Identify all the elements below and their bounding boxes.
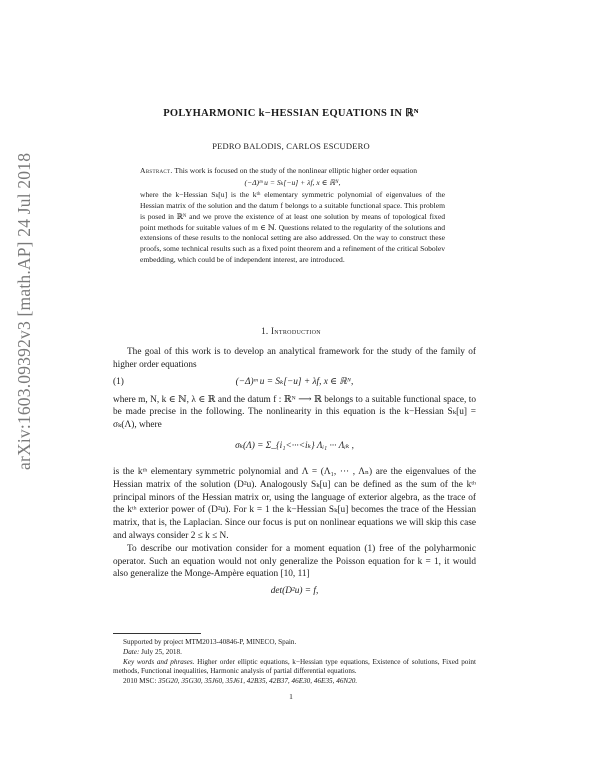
page-number: 1 (289, 692, 293, 701)
footnote-keywords-label: Key words and phrases. (123, 657, 195, 666)
equation-sigma: σₖ(Λ) = Σ_{i₁<···<iₖ} Λᵢ₁ ··· Λᵢₖ , (235, 440, 354, 451)
footnote-date-value: July 25, 2018. (141, 647, 182, 656)
abstract-text-body: where the k−Hessian Sₖ[u] is the kᵗʰ elementary symmetric polynomial of eigenvalues of the Hessian matrix of the solution and the datum f belongs to a suitable functional space. This problem is posed in ℝᴺ and we prove the existence of at least one solution by means of topological fixed point methods for suitable values of m ∈ ℕ. Questions related to the regularity of the solutions and extensions of these results to the nonlocal setting are also addressed. On the way to construct these proofs, some technical results such as a fixed point theorem and a refinement of the critical Sobolev embedding, which could be of independent interest, are introduced. (140, 189, 445, 265)
equation-1-content: (−Δ)ᵐ u = Sₖ[−u] + λf, x ∈ ℝᴺ, (235, 376, 354, 387)
footnote-date-label: Date: (123, 647, 140, 656)
body-text (113, 346, 476, 603)
arxiv-identifier-stamp: arXiv:1603.09392v3 [math.AP] 24 Jul 2018 (14, 152, 34, 470)
footnote-msc-label: 2010 MSC: (123, 677, 157, 686)
footnote-msc (113, 677, 476, 687)
paragraph-3: is the kᵗʰ elementary symmetric polynomial and Λ = (Λ₁, ··· , Λₙ) are the eigenvalues of the Hessian matrix of the solution (D²u). Analogously Sₖ[u] can be defined as the sum of the kᵗʰ principal minors of the Hessian matrix or, using the language of exterior algebra, as the trace of the kᵗʰ exterior power of (D²u). For k = 1 the k−Hessian Sₖ[u] becomes the trace of the Hessian matrix, that is, the Laplacian. Since our focus is put on nonlinear equations we will skip this case and always consider 2 ≤ k ≤ N. (113, 466, 476, 541)
abstract-equation: (−Δ)ᵐ u = Sₖ[−u] + λf, x ∈ ℝᴺ, (244, 177, 341, 187)
abstract-label: Abstract. (140, 166, 173, 175)
abstract-text-intro: This work is focused on the study of the nonlinear elliptic higher order equation (174, 166, 418, 175)
abstract (140, 166, 445, 266)
section-title: Introduction (270, 326, 321, 336)
footnotes (113, 638, 476, 687)
equation-1 (113, 372, 476, 394)
paragraph-4: To describe our motivation consider for a moment equation (1) free of the polyharmonic operator. Such an equation would not only generalize the Poisson equation for k = 1, it would also generalize the Monge-Ampère equation [10, 11] (113, 543, 476, 580)
footnote-support: Supported by project MTM2013-40846-P, MINECO, Spain. (123, 638, 297, 646)
footnote-keywords-value: Higher order elliptic equations, k−Hessian type equations, Existence of solutions, Fixed point methods, Functional inequalities, Harmonic analysis of partial differential equations. (113, 657, 476, 676)
section-heading (105, 326, 477, 336)
footnote-keywords (113, 658, 476, 678)
paper-title: POLYHARMONIC k−HESSIAN EQUATIONS IN ℝᴺ (163, 108, 419, 119)
footnote-date (113, 648, 476, 658)
section-number: 1. (261, 326, 269, 336)
equation-determinant: det(D²u) = f, (270, 586, 319, 597)
footnote-msc-value: 35G20, 35G30, 35J60, 35J61, 42B35, 42B37, 46E30, 46E35, 46N20. (158, 677, 358, 686)
paragraph-2: where m, N, k ∈ ℕ, λ ∈ ℝ and the datum f : ℝᴺ ⟶ ℝ belongs to a suitable functional space, to be made precise in the following. The nonlinearity in this equation is the k−Hessian Sₖ[u] = σₖ(Λ), where (113, 394, 476, 431)
footnote-rule (113, 633, 201, 634)
paragraph-1: The goal of this work is to develop an analytical framework for the study of the family of higher order equations (113, 347, 476, 370)
equation-1-number: (1) (113, 376, 124, 387)
paper-authors: PEDRO BALODIS, CARLOS ESCUDERO (212, 141, 370, 151)
